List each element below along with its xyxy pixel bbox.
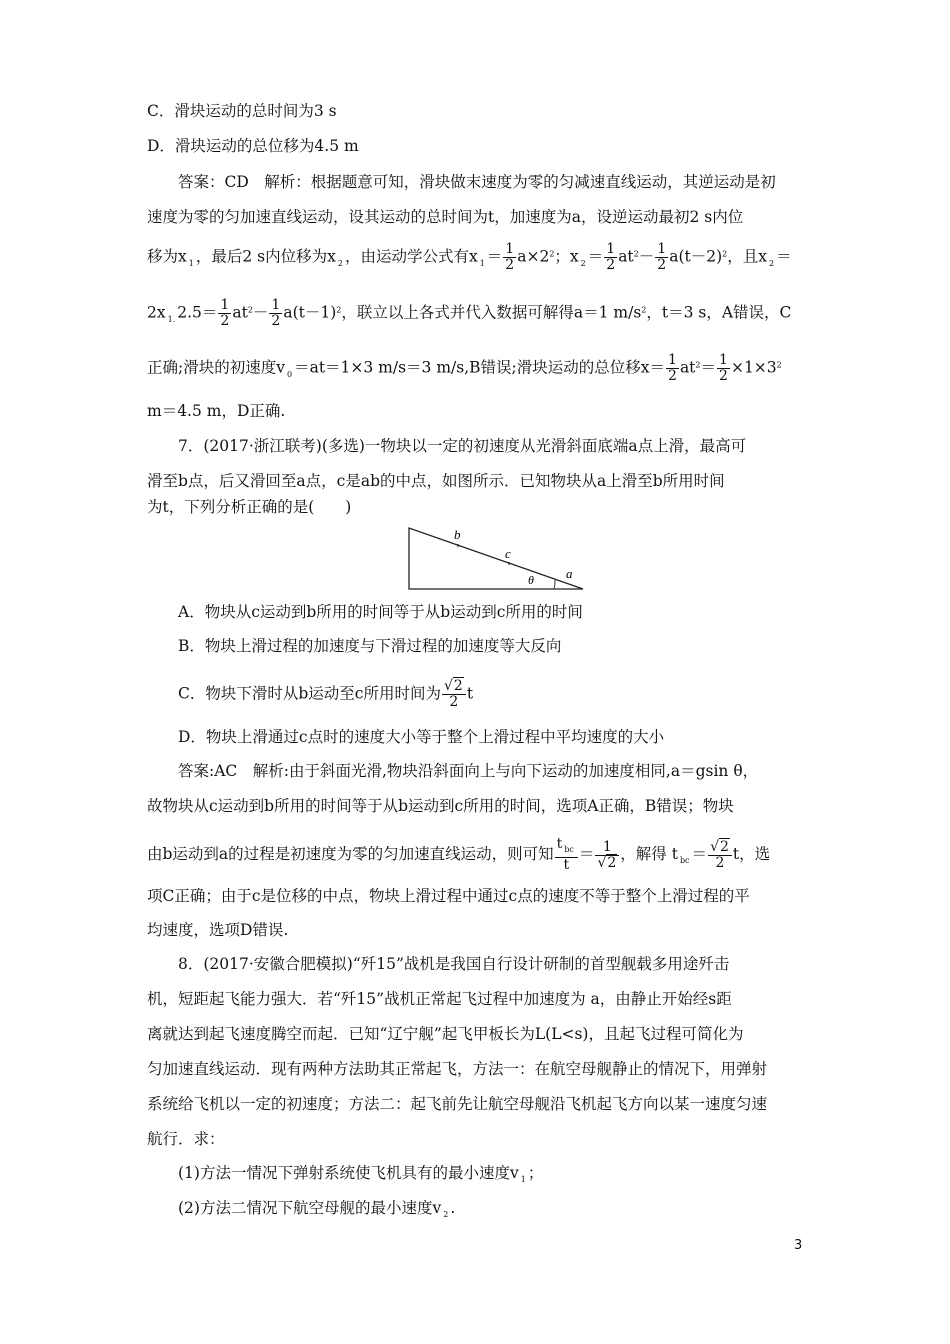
fraction-half: $\frac{1}{2}$: [719, 352, 728, 384]
fraction-1-over-sqrt2: $\frac{1}{√2}$: [595, 840, 619, 871]
page-number: 3: [794, 1238, 803, 1253]
fraction-half: $\frac{1}{2}$: [668, 352, 677, 384]
answer-formula-line: 由b运动到a的过程是初速度为零的匀加速直线运动，则可知 t $_{bc}$ t ＝ $\frac{1}{√2}$ ，解得 t $_{bc}$ ＝ $\frac{√2}{2}$ t，选: [147, 836, 771, 873]
fraction-half: $\frac{1}{2}$: [271, 297, 281, 329]
option-c: C．滑块运动的总时间为3 s: [147, 102, 337, 120]
answer-line: 答案:AC 解析:由于斜面光滑,物块沿斜面向上与向下运动的加速度相同,a＝gsin θ，: [178, 762, 759, 780]
label-a: a: [566, 566, 573, 581]
angle-arc: [554, 580, 555, 589]
question-8: 航行．求：: [147, 1130, 225, 1148]
fraction-half: $\frac{1}{2}$: [606, 241, 616, 273]
fraction-sqrt2-over-2: $\frac{√2}{2}$: [442, 679, 466, 710]
question-8: 系统给飞机以一定的初速度；方法二：起飞前先让航空母舰沿飞机起飞方向以某一速度匀速: [147, 1095, 768, 1113]
label-c: c: [505, 546, 511, 561]
answer-line: 故物块从c运动到b所用的时间等于从b运动到c所用的时间，选项A正确，B错误；物块: [147, 797, 734, 815]
question-7: 为t，下列分析正确的是( ): [147, 498, 352, 516]
answer-line: 速度为零的匀加速直线运动，设其运动的总时间为t，加速度为a，设逆运动最初2 s内位: [147, 208, 744, 226]
option-a: A．物块从c运动到b所用的时间等于从b运动到c所用的时间: [178, 603, 583, 621]
option-d: D．滑块运动的总位移为4.5 m: [147, 137, 359, 155]
answer-formula-line: 移为x $_1$ ，最后2 s内位移为x $_2$ ，由运动学公式有x $_1$ ＝ $\frac{1}{2}$ $a\times 2^2$；x $_2$ ＝ $\frac{1}{2}$ $at^2-$ $\frac{1}{2}$ $a(t-2)^2$，且x $_2$ ＝: [147, 241, 792, 273]
answer-line: m＝4.5 m，D正确.: [147, 402, 286, 420]
fraction-sqrt2-over-2: $\frac{√2}{2}$: [708, 840, 732, 871]
fraction-half: $\frac{1}{2}$: [220, 297, 230, 329]
question-8: 8．(2017·安徽合肥模拟)“歼15”战机是我国自行设计研制的首型舰载多用途歼击: [178, 955, 730, 973]
option-b: B．物块上滑过程的加速度与下滑过程的加速度等大反向: [178, 637, 562, 655]
fraction-tbc-over-t: t $_{bc}$ t: [555, 837, 578, 873]
fraction-half: $\frac{1}{2}$: [505, 241, 515, 273]
question-8: 机，短距起飞能力强大．若“歼15”战机正常起飞过程中加速度为 a，由静止开始经s距: [147, 990, 732, 1008]
incline-figure: [408, 527, 588, 591]
question-8: 离就达到起飞速度腾空而起．已知“辽宁舰”起飞甲板长为L(L<s)，且起飞过程可简化为: [147, 1025, 744, 1043]
incline-triangle: [409, 528, 583, 589]
option-d: D．物块上滑通过c点时的速度大小等于整个上滑过程中平均速度的大小: [178, 728, 665, 746]
question-8: 匀加速直线运动．现有两种方法助其正常起飞，方法一：在航空母舰静止的情况下，用弹射: [147, 1060, 768, 1078]
sub-question-1: (1)方法一情况下弹射系统使飞机具有的最小速度v $_1$ ；: [178, 1164, 544, 1184]
answer-line: 答案：CD 解析：根据题意可知，滑块做末速度为零的匀减速直线运动，其逆运动是初: [178, 173, 776, 191]
option-c: C．物块下滑时从b运动至c所用时间为 $\frac{√2}{2}$ t: [178, 678, 474, 710]
question-7: 滑至b点，后又滑回至a点，c是ab的中点，如图所示．已知物块从a上滑至b所用时间: [147, 472, 725, 490]
answer-formula-line: 2x $_{1.}$ 2.5＝ $\frac{1}{2}$ $at^2-$ $\frac{1}{2}$ $a(t-1)^2$，联立以上各式并代入数据可解得a＝1 $m/s^2$，t＝3 s，A错误，C: [147, 297, 792, 329]
label-b: b: [454, 527, 461, 542]
answer-formula-line: 正确;滑块的初速度v $_0$ ＝at＝1×3 m/s＝3 m/s,B错误;滑块运动的总位移x＝ $\frac{1}{2}$ $at^2=$ $\frac{1}{2}$ $\times 1\times 3^2$: [147, 352, 782, 384]
answer-line: 项C正确；由于c是位移的中点，物块上滑过程中通过c点的速度不等于整个上滑过程的平: [147, 887, 750, 905]
answer-line: 均速度，选项D错误.: [147, 921, 289, 939]
sub-question-2: (2)方法二情况下航空母舰的最小速度v $_2$ .: [178, 1199, 456, 1219]
fraction-half: $\frac{1}{2}$: [657, 241, 667, 273]
question-7: 7．(2017·浙江联考)(多选)一物块以一定的初速度从光滑斜面底端a点上滑，最高可: [178, 437, 747, 455]
label-theta: θ: [528, 573, 534, 587]
